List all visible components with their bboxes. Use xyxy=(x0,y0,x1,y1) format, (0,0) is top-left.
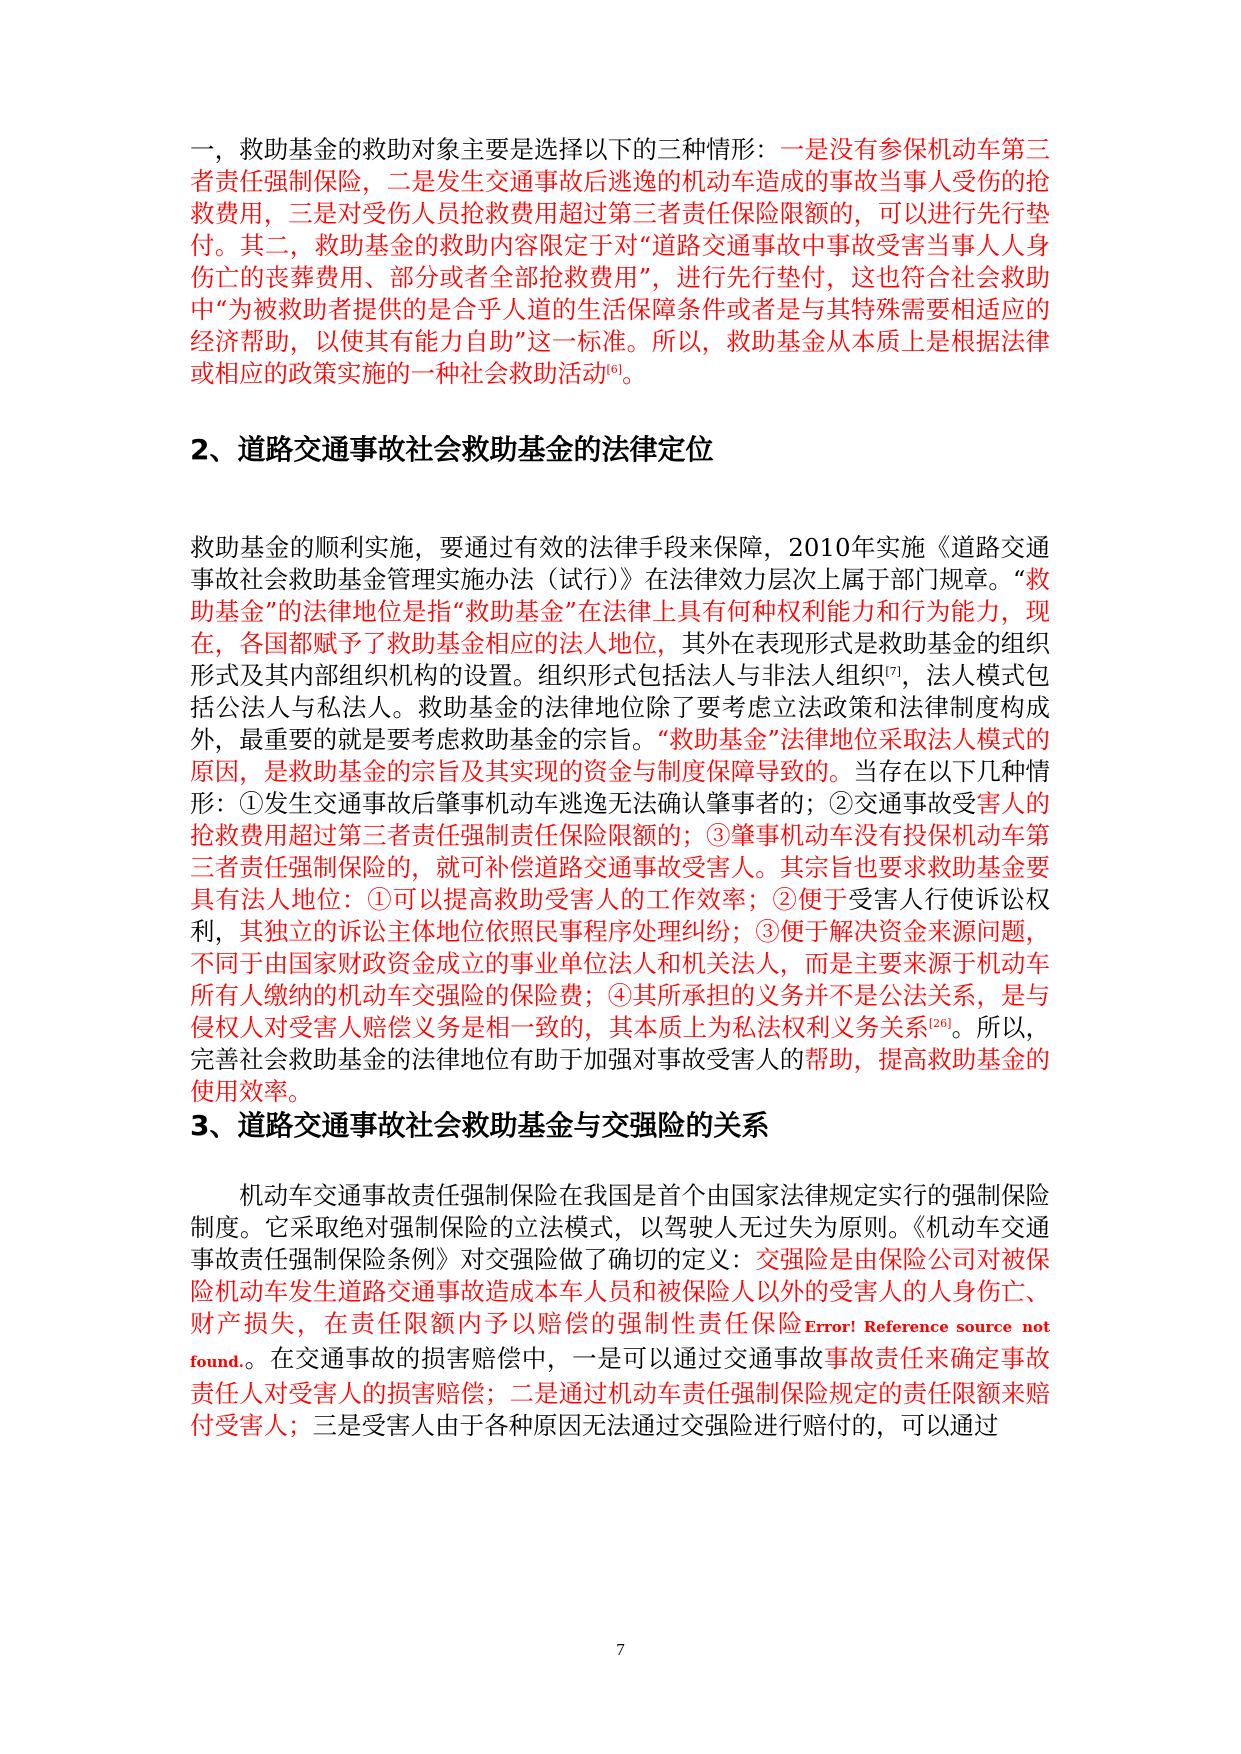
text-run: 其外在表现形式是救助基金的组织形式及其内部组织机构的设置。组织形式包括法人与非法人组织 xyxy=(190,629,1050,690)
text-run-highlighted: “救助基金”法律地位采取法人模式的原因，是救助基金的宗旨及其实现的资金与制度保障导致的。 xyxy=(190,725,1050,786)
text-run: ，法人模式包括公法人与私法人。救助基金的法律地位除了要考虑立法政策和法律制度构成外，最重要的就是要考虑救助基金的宗旨。 xyxy=(190,661,1050,754)
text-run: 。在交通事故的损害赔偿中，一是可以通过交通事故 xyxy=(243,1344,824,1373)
paragraph-legal-status xyxy=(190,532,1050,1108)
text-run: 受害人行使诉讼权利， xyxy=(190,885,1051,946)
text-run: 机动车交通事故责任强制保险在我国是首个由国家法律规定实行的强制保险制度。它采取绝对强制保险的立法模式，以驾驶人无过失为原则。《机动车交通事故责任强制保险条例》对交强险做了确切的定义： xyxy=(190,1181,1050,1274)
section-heading-3: 3、道路交通事故社会救助基金与交强险的关系 xyxy=(190,1109,770,1142)
text-run-highlighted: 交强险是由保险公司对被保险机动车发生道路交通事故造成本车人员和被保险人以外的受害人的人身伤亡、财产损失，在责任限额内予以赔偿的强制性责任保险 xyxy=(190,1245,1051,1338)
text-run-highlighted: 害人的抢救费用超过第三者责任强制责任保险限额的；③肇事机动车没有投保机动车第三者责任强制保险的，就可补偿道路交通事故受害人。其宗旨也要求救助基金要具有法人地位：①可以提高救助受害人的工作效率；②便于 xyxy=(190,789,1051,914)
page-number: 7 xyxy=(616,1640,625,1659)
text-run: 一，救助基金的救助对象主要是选择以下的三种情形： xyxy=(190,135,780,164)
text-run: 。所以，完善社会救助基金的法律地位有助于加强对事故受害人的 xyxy=(190,1013,1051,1074)
paragraph-compulsory-insurance xyxy=(190,1180,1050,1442)
reference-error: Error! Reference source xyxy=(804,1318,1013,1336)
text-run-highlighted: 事故责任来确定事故责任人对受害人的损害赔偿；二是通过机动车责任强制保险规定的责任限额来赔付受害人； xyxy=(190,1344,1051,1440)
text-run: 当存在以下几种情形：①发生交通事故后肇事机动车逃逸无法确认肇事者的；②交通事故受 xyxy=(190,757,1050,818)
text-run-highlighted: 帮助，提高救助基金的使用效率。 xyxy=(190,1045,1051,1106)
citation-ref: [7] xyxy=(885,664,901,678)
text-run: 救助基金的顺利实施，要通过有效的法律手段来保障，2010年实施《道路交通事故社会救助基金管理实施办法（试行）》在法律效力层次上属于部门规章。“ xyxy=(190,533,1050,594)
text-run: 三是受害人由于各种原因无法通过交强险进行赔付的，可以通过 xyxy=(312,1411,999,1440)
text-run-highlighted: 其独立的诉讼主体地位依照民事程序处理纠纷；③便于解决资金来源问题，不同于由国家财政资金成立的事业单位法人和机关法人，而是主要来源于机动车所有人缴纳的机动车交强险的保险费；④其所承担的义务并不是公法关系，是与侵权人对受害人赔偿义务是相一致的，其本质上为私法权利义务关系 xyxy=(190,917,1051,1042)
citation-ref: [6] xyxy=(606,362,623,376)
paragraph-rescue-targets xyxy=(190,134,1050,390)
reference-error: found. xyxy=(190,1353,244,1371)
citation-ref: [26] xyxy=(928,1016,952,1030)
reference-error: not xyxy=(1022,1318,1050,1336)
section-heading-2: 2、道路交通事故社会救助基金的法律定位 xyxy=(190,433,714,466)
text-run-highlighted: 。 xyxy=(622,359,647,388)
text-run-highlighted: 救助基金”的法律地位是指“救助基金”在法律上具有何种权利能力和行为能力，现在，各国都赋予了救助基金相应的法人地位， xyxy=(190,565,1051,658)
text-run-highlighted: 一是没有参保机动车第三者责任强制保险，二是发生交通事故后逃逸的机动车造成的事故当事人受伤的抢救费用，三是对受伤人员抢救费用超过第三者责任保险限额的，可以进行先行垫付。其二，救助基金的救助内容限定于对“道路交通事故中事故受害当事人人身伤亡的丧葬费用、部分或者全部抢救费用”，进行先行垫付，这也符合社会救助中“为被救助者提供的是合乎人道的生活保障条件或者是与其特殊需要相适应的经济帮助，以使其有能力自助”这一标准。所以，救助基金从本质上是根据法律或相应的政策实施的一种社会救助活动 xyxy=(190,135,1051,388)
